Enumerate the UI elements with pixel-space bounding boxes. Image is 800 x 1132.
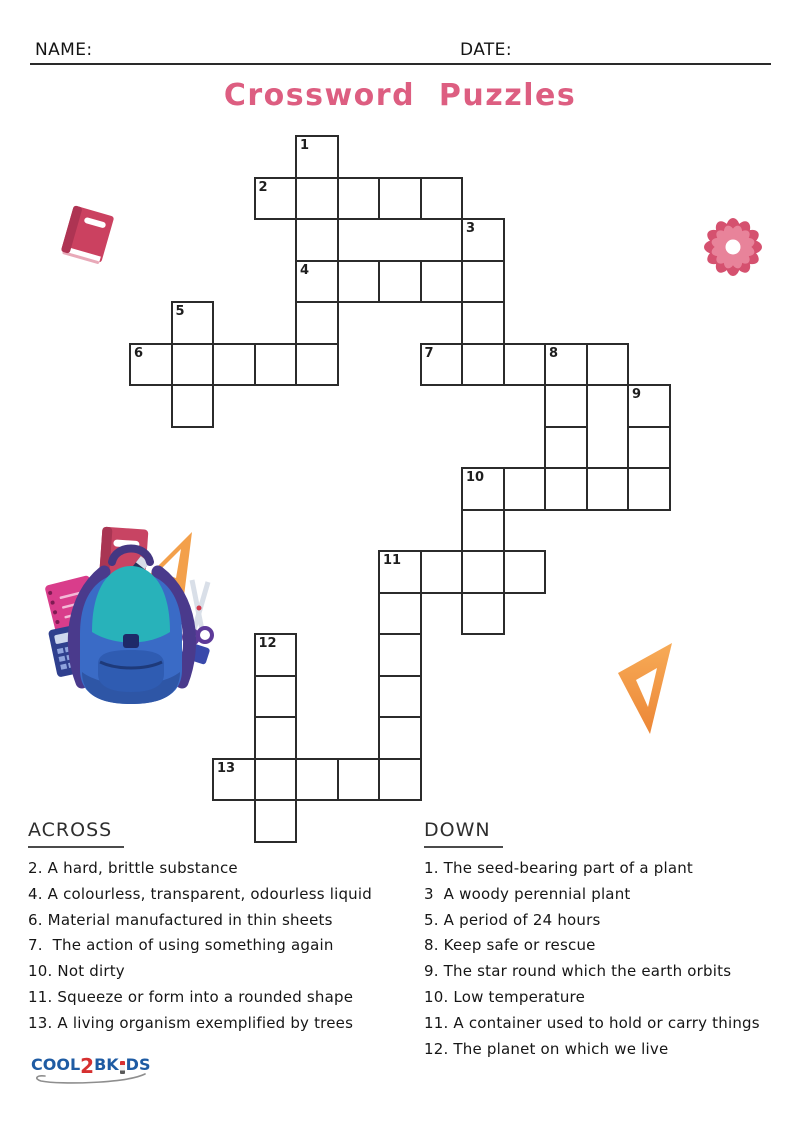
grid-cell[interactable] xyxy=(171,384,215,428)
grid-cell[interactable] xyxy=(461,343,505,387)
clue: 9. The star round which the earth orbits xyxy=(424,962,732,981)
grid-cell[interactable] xyxy=(503,467,547,511)
grid-cell[interactable] xyxy=(254,633,298,677)
grid-cell[interactable] xyxy=(586,343,630,387)
grid-cell[interactable] xyxy=(461,592,505,636)
name-date-line[interactable] xyxy=(30,63,771,65)
clue: 13. A living organism exemplified by trees xyxy=(28,1013,354,1032)
logo-text-ds: DS xyxy=(125,1055,151,1074)
clue-number: 10 xyxy=(466,470,485,485)
crossword-grid xyxy=(129,135,671,843)
clue-number: 6 xyxy=(134,345,144,361)
grid-cell[interactable] xyxy=(295,135,339,179)
clue-number: 4 xyxy=(300,262,310,278)
clue: 5. A period of 24 hours xyxy=(424,910,601,929)
grid-cell[interactable] xyxy=(378,260,422,304)
grid-cell[interactable] xyxy=(337,758,381,802)
grid-cell[interactable] xyxy=(212,343,256,387)
clue-number: 5 xyxy=(175,304,185,319)
down-heading: DOWN xyxy=(424,819,503,848)
grid-cell[interactable] xyxy=(420,343,464,387)
grid-cell[interactable] xyxy=(254,716,298,760)
logo-text-cool: COOL xyxy=(31,1055,81,1074)
grid-cell[interactable] xyxy=(254,675,298,719)
clue: 10. Not dirty xyxy=(28,962,125,981)
name-label: NAME: xyxy=(35,40,93,60)
grid-cell[interactable] xyxy=(461,301,505,345)
clue-number: 1 xyxy=(300,138,310,153)
clue-number: 9 xyxy=(632,387,642,402)
grid-cell[interactable] xyxy=(420,177,464,221)
page-title: Crossword Puzzles xyxy=(223,78,577,113)
clue: 11. A container used to hold or carry things xyxy=(424,1013,760,1032)
clue-number: 11 xyxy=(383,553,402,568)
cool2bkids-logo xyxy=(31,1055,151,1089)
clue-number: 2 xyxy=(258,179,268,195)
grid-cell[interactable] xyxy=(627,384,671,428)
grid-cell[interactable] xyxy=(544,343,588,387)
grid-cell[interactable] xyxy=(461,260,505,304)
grid-cell[interactable] xyxy=(254,343,298,387)
clue: 4. A colourless, transparent, odourless liquid xyxy=(28,884,372,903)
grid-cell[interactable] xyxy=(337,177,381,221)
grid-cell[interactable] xyxy=(544,384,588,428)
clue: 8. Keep safe or rescue xyxy=(424,936,596,955)
grid-cell[interactable] xyxy=(295,218,339,262)
clue: 10. Low temperature xyxy=(424,987,586,1006)
grid-cell[interactable] xyxy=(503,343,547,387)
logo-pencil-icon xyxy=(120,1061,125,1074)
grid-cell[interactable] xyxy=(295,177,339,221)
clue: 11. Squeeze or form into a rounded shape xyxy=(28,987,354,1006)
clue-number: 3 xyxy=(466,221,476,236)
logo-text-2: 2 xyxy=(80,1054,95,1078)
grid-cell[interactable] xyxy=(254,758,298,802)
grid-cell[interactable] xyxy=(378,716,422,760)
grid-cell[interactable] xyxy=(378,758,422,802)
clue-number: 8 xyxy=(549,345,559,361)
grid-cell[interactable] xyxy=(378,675,422,719)
grid-cell[interactable] xyxy=(378,177,422,221)
grid-cell[interactable] xyxy=(254,799,298,843)
grid-cell[interactable] xyxy=(420,260,464,304)
clue-number: 7 xyxy=(424,345,434,361)
grid-cell[interactable] xyxy=(420,550,464,594)
clue: 7. The action of using something again xyxy=(28,936,334,955)
grid-cell[interactable] xyxy=(254,177,298,221)
grid-cell[interactable] xyxy=(627,467,671,511)
grid-cell[interactable] xyxy=(378,592,422,636)
grid-cell[interactable] xyxy=(171,301,215,345)
grid-cell[interactable] xyxy=(295,758,339,802)
clue: 3 A woody perennial plant xyxy=(424,884,631,903)
grid-cell[interactable] xyxy=(627,426,671,470)
across-clue-list xyxy=(28,856,372,1037)
grid-cell[interactable] xyxy=(586,467,630,511)
grid-cell[interactable] xyxy=(129,343,173,387)
grid-cell[interactable] xyxy=(461,550,505,594)
clue: 1. The seed-bearing part of a plant xyxy=(424,859,694,877)
grid-cell[interactable] xyxy=(461,218,505,262)
clue-number: 13 xyxy=(217,760,236,776)
clue: 6. Material manufactured in thin sheets xyxy=(28,910,333,929)
grid-cell[interactable] xyxy=(337,260,381,304)
grid-cell[interactable] xyxy=(378,633,422,677)
grid-cell[interactable] xyxy=(295,301,339,345)
clue-number: 12 xyxy=(258,636,277,651)
grid-cell[interactable] xyxy=(212,758,256,802)
logo-text-bk: BK xyxy=(94,1055,119,1074)
down-clue-list xyxy=(424,856,760,1062)
across-heading: ACROSS xyxy=(28,819,124,848)
grid-cell[interactable] xyxy=(503,550,547,594)
grid-cell[interactable] xyxy=(544,467,588,511)
grid-cell[interactable] xyxy=(544,426,588,470)
flower-icon xyxy=(704,218,762,276)
clue: 12. The planet on which we live xyxy=(424,1039,669,1058)
grid-cell[interactable] xyxy=(461,509,505,553)
grid-cell[interactable] xyxy=(295,343,339,387)
clue: 2. A hard, brittle substance xyxy=(28,859,238,877)
book-icon xyxy=(54,202,120,270)
grid-cell[interactable] xyxy=(461,467,505,511)
grid-cell[interactable] xyxy=(295,260,339,304)
date-label: DATE: xyxy=(460,40,512,60)
grid-cell[interactable] xyxy=(171,343,215,387)
grid-cell[interactable] xyxy=(378,550,422,594)
